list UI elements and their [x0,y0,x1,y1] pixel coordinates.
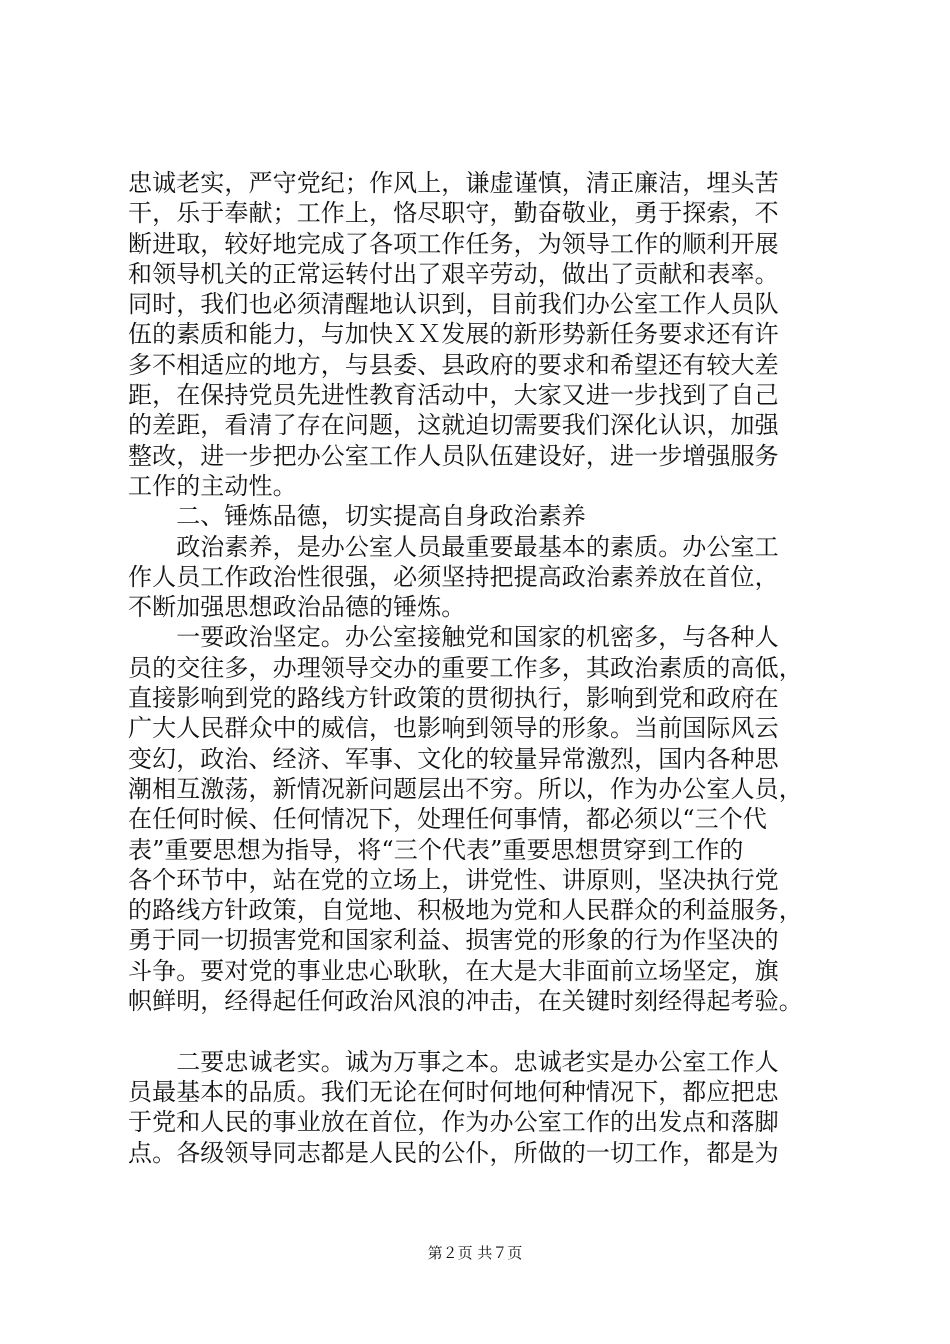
text-line: 在任何时候、任何情况下，处理任何事情，都必须以“三个代 [128,805,767,834]
text-line: 潮相互激荡，新情况新问题层出不穷。所以，作为办公室人员， [128,774,803,803]
text-line: 伍的素质和能力，与加快ＸＸ发展的新形势新任务要求还有许 [128,320,779,349]
text-line: 多不相适应的地方，与县委、县政府的要求和希望还有较大差 [128,350,779,379]
text-line: 表”重要思想为指导，将“三个代表”重要思想贯穿到工作的 [128,835,744,864]
text-line: 和领导机关的正常运转付出了艰辛劳动，做出了贡献和表率。 [128,259,779,288]
section-heading: 二、锤炼品德，切实提高自身政治素养 [128,502,586,531]
text-line: 一要政治坚定。办公室接触党和国家的机密多，与各种人 [128,623,779,652]
text-line: 广大人民群众中的威信，也影响到领导的形象。当前国际风云 [128,714,779,743]
text-line: 作人员工作政治性很强，必须坚持把提高政治素养放在首位， [128,562,779,591]
text-line: 勇于同一切损害党和国家利益、损害党的形象的行为作坚决的 [128,926,779,955]
text-line: 不断加强思想政治品德的锤炼。 [128,593,466,622]
page-footer [0,1244,950,1262]
text-line: 同时，我们也必须清醒地认识到，目前我们办公室工作人员队 [128,290,779,319]
text-line: 忠诚老实，严守党纪；作风上，谦虚谨慎，清正廉洁，埋头苦 [128,169,779,197]
body-text [128,168,848,1168]
paragraph-gap [128,1016,848,1046]
text-line: 二要忠诚老实。诚为万事之本。忠诚老实是办公室工作人 [128,1047,779,1076]
text-line: 于党和人民的事业放在首位，作为办公室工作的出发点和落脚 [128,1108,779,1137]
text-line: 各个环节中，站在党的立场上，讲党性、讲原则，坚决执行党 [128,865,779,894]
text-line: 员最基本的品质。我们无论在何时何地何种情况下，都应把忠 [128,1077,779,1106]
text-line: 距，在保持党员先进性教育活动中，大家又进一步找到了自己 [128,381,779,410]
text-line: 斗争。要对党的事业忠心耿耿，在大是大非面前立场坚定，旗 [128,956,779,985]
text-line: 员的交往多，办理领导交办的重要工作多，其政治素质的高低， [128,653,803,682]
text-line: 政治素养，是办公室人员最重要最基本的素质。办公室工 [128,532,779,561]
text-line: 的路线方针政策，自觉地、积极地为党和人民群众的利益服务， [128,896,803,925]
text-line: 断进取，较好地完成了各项工作任务，为领导工作的顺利开展 [128,229,779,258]
text-line: 点。各级领导同志都是人民的公仆，所做的一切工作，都是为 [128,1138,779,1167]
text-line: 变幻，政治、经济、军事、文化的较量异常激烈，国内各种思 [128,744,779,773]
text-line: 的差距，看清了存在问题，这就迫切需要我们深化认识，加强 [128,411,779,440]
text-line: 工作的主动性。 [128,471,297,500]
page-number-label: 第２页 共７页 [427,1244,523,1262]
text-line: 帜鲜明，经得起任何政治风浪的冲击，在关键时刻经得起考验。 [128,987,803,1016]
text-line: 干，乐于奉献；工作上，恪尽职守，勤奋敬业，勇于探索，不 [128,199,779,228]
text-line: 整改，进一步把办公室工作人员队伍建设好，进一步增强服务 [128,441,779,470]
text-line: 直接影响到党的路线方针政策的贯彻执行，影响到党和政府在 [128,684,779,713]
